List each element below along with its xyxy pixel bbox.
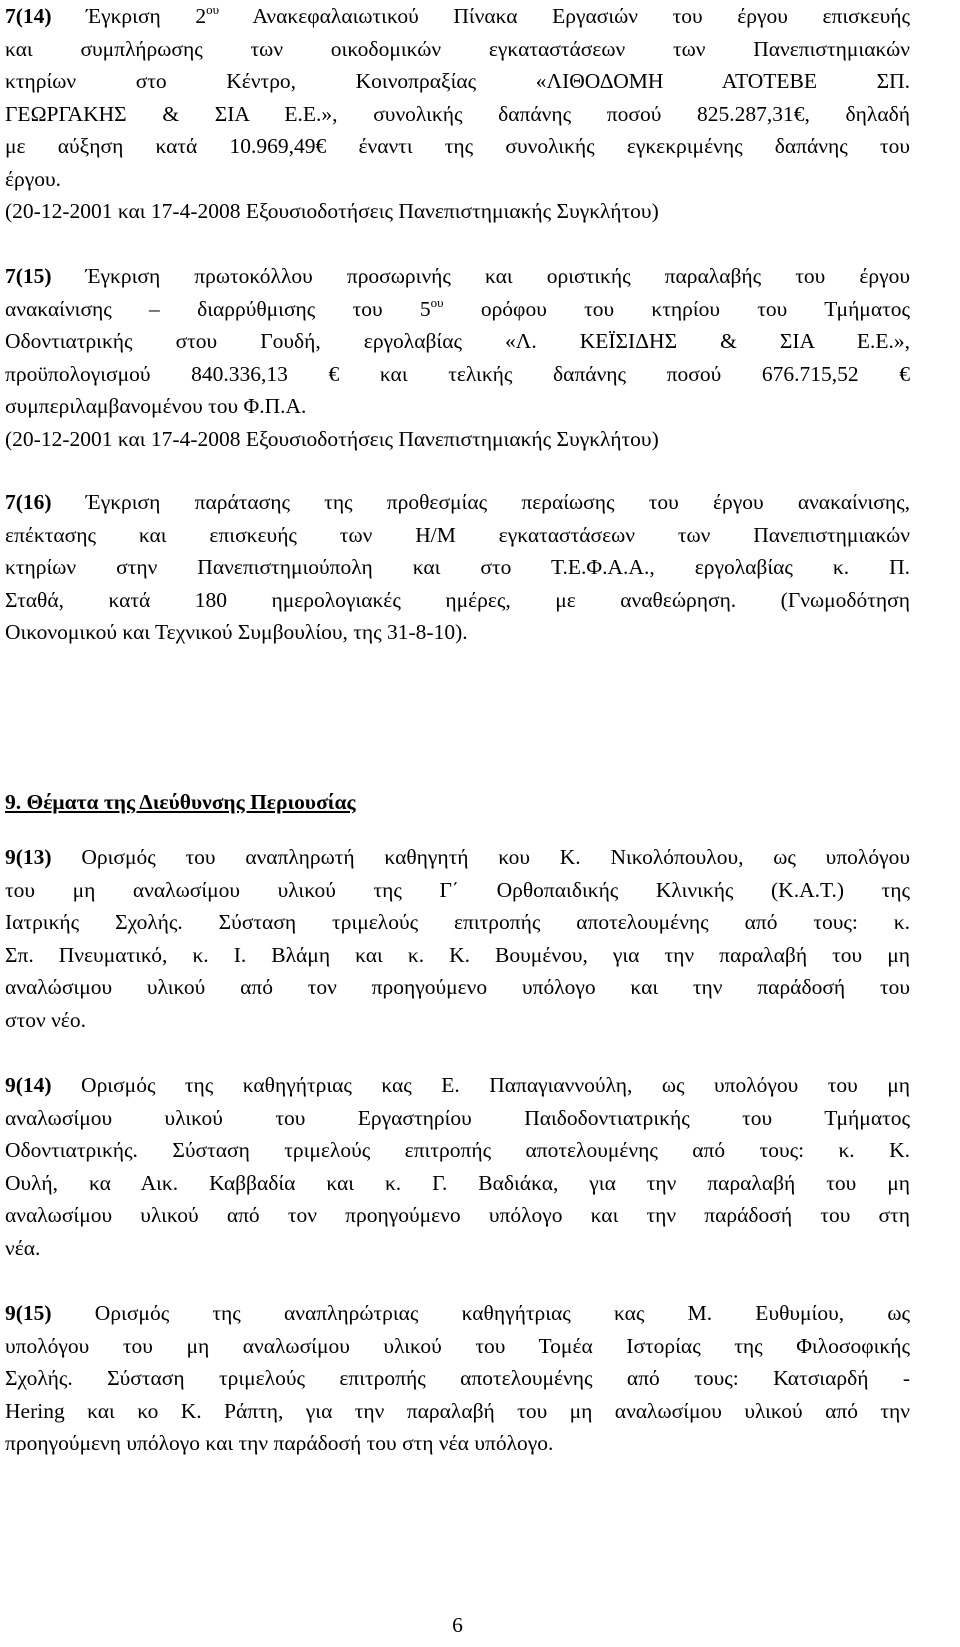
item-text: Οδοντιατρικής. Σύσταση τριμελούς επιτροπής αποτελουμένης από τους: κ. Κ. [5,1138,910,1162]
item-7-14 [5,0,910,228]
item-text: Ορισμός της αναπληρώτριας καθηγήτριας κας Μ. Ευθυμίου, ως [51,1301,910,1325]
item-text: ανακαίνισης – διαρρύθμισης του 5 [5,296,431,321]
item-text: συμπεριλαμβανομένου του Φ.Π.Α. [5,394,307,418]
item-text: αναλώσιμου υλικού από τον προηγούμενο υπόλογο και την παράδοσή του [5,975,910,999]
item-text: Οδοντιατρικής στου Γουδή, εργολαβίας «Λ. ΚΕΪΣΙΔΗΣ & ΣΙΑ Ε.Ε.», [5,329,910,353]
item-text: κτηρίων στην Πανεπιστημιούπολη και στο Τ.Ε.Φ.Α.Α., εργολαβίας κ. Π. [5,555,910,579]
item-text: Έγκριση πρωτοκόλλου προσωρινής και οριστικής παραλαβής του έργου [51,264,910,288]
ordinal-suffix: ου [206,2,220,17]
item-text: Ουλή, κα Αικ. Καββαδία και κ. Γ. Βαδιάκα, για την παραλαβή του μη [5,1170,910,1195]
item-text: και συμπλήρωσης των οικοδομικών εγκαταστάσεων των Πανεπιστημιακών [5,36,910,61]
item-text: Έγκριση παράτασης της προθεσμίας περαίωσης του έργου ανακαίνισης, [51,490,910,514]
item-number: 9(13) [5,845,52,869]
item-9-15 [5,1297,910,1460]
item-text: Οικονομικού και Τεχνικού Συμβουλίου, της 31-8-10). [5,620,468,644]
item-text: Ορισμός της καθηγήτριας κας Ε. Παπαγιαννούλη, ως υπολόγου του μη [51,1073,910,1097]
item-number: 7(14) [5,4,52,28]
item-7-15 [5,260,910,455]
item-text: αναλωσίμου υλικού του Εργαστηρίου Παιδοδοντιατρικής του Τμήματος [5,1105,910,1130]
item-text: Σχολής. Σύσταση τριμελούς επιτροπής αποτελουμένης από τους: Κατσιαρδή - [5,1366,910,1390]
item-number: 9(14) [5,1073,52,1097]
item-text: νέα. [5,1235,41,1260]
item-text: υπολόγου του μη αναλωσίμου υλικού του Τομέα Ιστορίας της Φιλοσοφικής [5,1333,910,1358]
item-text: του μη αναλωσίμου υλικού της Γ΄ Ορθοπαιδικής Κλινικής (Κ.Α.Τ.) της [5,877,910,902]
item-text: Έγκριση 2 [86,4,207,28]
item-text: με αύξηση κατά 10.969,49€ έναντι της συνολικής εγκεκριμένης δαπάνης του [5,134,910,158]
item-number: 9(15) [5,1301,52,1325]
section-title: 9. Θέματα της Διεύθυνσης Περιουσίας [5,790,356,814]
item-text: Hering και κο Κ. Ράπτη, για την παραλαβή του μη αναλωσίμου υλικού από την [5,1398,910,1423]
item-number: 7(15) [5,264,52,288]
item-7-16 [5,486,910,649]
ordinal-suffix: ου [430,294,444,310]
page-number: 6 [452,1613,463,1637]
item-text: στον νέο. [5,1007,86,1032]
item-9-14 [5,1069,910,1264]
item-text: ορόφου του κτηρίου του Τμήματος [443,296,911,321]
item-text: προϋπολογισμού 840.336,13 € και τελικής δαπάνης ποσού 676.715,52 € [5,361,910,386]
item-9-13 [5,841,910,1036]
item-text: προηγούμενη υπόλογο και την παράδοσή του στη νέα υπόλογο. [5,1431,554,1455]
item-text: κτηρίων στο Κέντρο, Κοινοπραξίας «ΛΙΘΟΔΟΜΗ ΑΤΟΤΕΒΕ ΣΠ. [5,69,910,93]
item-text: αναλωσίμου υλικού από τον προηγούμενο υπόλογο και την παράδοσή του στη [5,1203,910,1227]
item-text: Ορισμός του αναπληρωτή καθηγητή κου Κ. Νικολόπουλου, ως υπολόγου [51,845,910,869]
item-text: ΓΕΩΡΓΑΚΗΣ & ΣΙΑ Ε.Ε.», συνολικής δαπάνης ποσού 825.287,31€, δηλαδή [5,101,910,126]
authorization-note: (20-12-2001 και 17-4-2008 Εξουσιοδοτήσεις Πανεπιστημιακής Συγκλήτου) [5,426,659,451]
item-text: επέκτασης και επισκευής των Η/Μ εγκαταστάσεων των Πανεπιστημιακών [5,522,910,547]
item-text: έργου. [5,166,62,191]
section-heading-9 [5,786,910,819]
item-text: Ιατρικής Σχολής. Σύσταση τριμελούς επιτροπής αποτελουμένης από τους: κ. [5,910,910,934]
item-text: Ανακεφαλαιωτικού Πίνακα Εργασιών του έργου επισκευής [219,4,910,28]
item-text: Σταθά, κατά 180 ημερολογιακές ημέρες, με αναθεώρηση. (Γνωμοδότηση [5,587,910,612]
item-number: 7(16) [5,490,52,514]
item-text: Σπ. Πνευματικό, κ. Ι. Βλάμη και κ. Κ. Βουμένου, για την παραλαβή του μη [5,942,910,967]
authorization-note: (20-12-2001 και 17-4-2008 Εξουσιοδοτήσεις Πανεπιστημιακής Συγκλήτου) [5,199,659,223]
